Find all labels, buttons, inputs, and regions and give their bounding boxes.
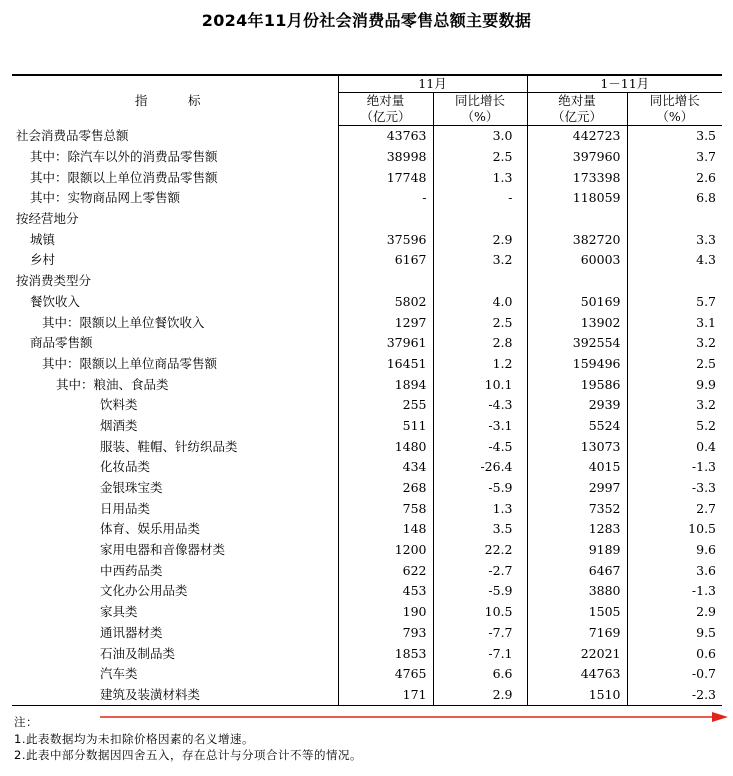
cell-ytd-abs: 22021 — [527, 643, 627, 664]
notes — [14, 714, 362, 764]
cell-ytd-yoy — [627, 271, 722, 292]
cell-month-yoy: 3.2 — [433, 250, 527, 271]
row-label: 金银珠宝类 — [100, 480, 163, 496]
cell-ytd-yoy: 3.5 — [627, 126, 722, 147]
cell-month-yoy: 22.2 — [433, 540, 527, 561]
cell-month-yoy: 2.9 — [433, 229, 527, 250]
cell-month-yoy: 10.5 — [433, 602, 527, 623]
row-label: 烟酒类 — [100, 417, 138, 433]
row-label: 建筑及装潢材料类 — [12, 685, 338, 706]
cell-month-yoy: - — [433, 188, 527, 209]
table-row — [12, 188, 722, 209]
cell-ytd-abs — [527, 209, 627, 230]
cell-month-yoy: 2.8 — [433, 333, 527, 354]
cell-ytd-yoy — [627, 209, 722, 230]
cell-month-yoy — [433, 271, 527, 292]
cell-ytd-abs: 7169 — [527, 623, 627, 644]
cell-month-yoy — [433, 209, 527, 230]
cell-ytd-abs: 397960 — [527, 147, 627, 168]
cell-month-abs: 171 — [338, 685, 433, 706]
cell-month-abs: 434 — [338, 457, 433, 478]
cell-month-abs: 511 — [338, 416, 433, 437]
cell-month-abs: 43763 — [338, 126, 433, 147]
cell-month-abs: - — [338, 188, 433, 209]
col-unit-ytd-abs: （亿元） — [527, 109, 627, 126]
cell-month-abs: 453 — [338, 581, 433, 602]
cell-ytd-abs: 1283 — [527, 519, 627, 540]
cell-month-yoy: 4.0 — [433, 292, 527, 313]
row-label: 日用品类 — [100, 500, 151, 516]
cell-ytd-abs: 13073 — [527, 436, 627, 457]
row-label: 按消费类型分 — [16, 273, 92, 289]
cell-ytd-yoy: 2.5 — [627, 354, 722, 375]
cell-month-abs: 17748 — [338, 167, 433, 188]
cell-month-yoy: 3.5 — [433, 519, 527, 540]
cell-ytd-yoy: 2.7 — [627, 498, 722, 519]
cell-ytd-abs: 173398 — [527, 167, 627, 188]
row-label: 家具类 — [100, 604, 138, 620]
table-row — [12, 354, 722, 375]
row-label: 通讯器材类 — [100, 624, 163, 640]
table-row — [12, 685, 722, 706]
col-unit-ytd-yoy: （%） — [627, 109, 722, 126]
cell-ytd-yoy: 6.8 — [627, 188, 722, 209]
cell-ytd-abs: 44763 — [527, 664, 627, 685]
table-row — [12, 457, 722, 478]
note-item: 1.此表数据均为未扣除价格因素的名义增速。 — [14, 731, 254, 746]
cell-month-abs: 1853 — [338, 643, 433, 664]
cell-month-abs: 37961 — [338, 333, 433, 354]
note-item: 2.此表中部分数据因四舍五入，存在总计与分项合计不等的情况。 — [14, 748, 362, 762]
row-label: 中西药品类 — [100, 562, 163, 578]
row-label: 文化办公用品类 — [100, 583, 188, 599]
cell-month-yoy: 2.5 — [433, 147, 527, 168]
cell-ytd-abs: 19586 — [527, 374, 627, 395]
cell-ytd-abs: 60003 — [527, 250, 627, 271]
cell-month-yoy: 1.2 — [433, 354, 527, 375]
cell-month-abs: 1894 — [338, 374, 433, 395]
col-header-month-abs: 绝对量 — [338, 93, 433, 110]
cell-ytd-abs: 3880 — [527, 581, 627, 602]
cell-ytd-yoy: 3.2 — [627, 333, 722, 354]
cell-month-yoy: 1.3 — [433, 498, 527, 519]
row-label: 其中：限额以上单位消费品零售额 — [30, 169, 218, 185]
indicator-header: 指 标 — [12, 75, 338, 126]
table-row — [12, 271, 722, 292]
table-row — [12, 519, 722, 540]
cell-ytd-yoy: 9.9 — [627, 374, 722, 395]
cell-ytd-abs: 1510 — [527, 685, 627, 706]
cell-month-yoy: -2.7 — [433, 560, 527, 581]
row-label: 化妆品类 — [100, 459, 151, 475]
group-header-month: 11月 — [338, 75, 527, 93]
header-row-1 — [12, 75, 722, 93]
cell-ytd-abs: 2997 — [527, 478, 627, 499]
cell-ytd-yoy: 4.3 — [627, 250, 722, 271]
table-row — [12, 581, 722, 602]
table-row — [12, 250, 722, 271]
table-row — [12, 312, 722, 333]
table-row — [12, 478, 722, 499]
cell-ytd-yoy: -1.3 — [627, 581, 722, 602]
table-row — [12, 540, 722, 561]
table-row — [12, 664, 722, 685]
cell-month-abs — [338, 271, 433, 292]
row-label: 其中：限额以上单位餐饮收入 — [42, 314, 205, 330]
table-row — [12, 498, 722, 519]
cell-ytd-yoy: -3.3 — [627, 478, 722, 499]
col-header-ytd-abs: 绝对量 — [527, 93, 627, 110]
cell-month-yoy: 10.1 — [433, 374, 527, 395]
col-header-month-yoy: 同比增长 — [433, 93, 527, 110]
table-row — [12, 395, 722, 416]
table-row — [12, 209, 722, 230]
cell-ytd-yoy: 3.3 — [627, 229, 722, 250]
row-label: 石油及制品类 — [100, 645, 176, 661]
cell-ytd-yoy: 0.4 — [627, 436, 722, 457]
table-row — [12, 292, 722, 313]
cell-month-abs: 148 — [338, 519, 433, 540]
table-row — [12, 147, 722, 168]
col-unit-month-yoy: （%） — [433, 109, 527, 126]
cell-ytd-yoy: 3.1 — [627, 312, 722, 333]
cell-ytd-yoy: -1.3 — [627, 457, 722, 478]
row-label: 其中：实物商品网上零售额 — [30, 190, 181, 206]
cell-month-yoy: 1.3 — [433, 167, 527, 188]
row-label: 社会消费品零售总额 — [16, 128, 129, 144]
cell-ytd-abs: 2939 — [527, 395, 627, 416]
row-label: 其中：限额以上单位商品零售额 — [42, 355, 218, 371]
cell-month-abs: 16451 — [338, 354, 433, 375]
cell-month-abs: 255 — [338, 395, 433, 416]
cell-month-yoy: -4.3 — [433, 395, 527, 416]
table-row — [12, 560, 722, 581]
cell-ytd-yoy: 10.5 — [627, 519, 722, 540]
cell-ytd-abs: 7352 — [527, 498, 627, 519]
cell-month-abs: 5802 — [338, 292, 433, 313]
col-header-ytd-yoy: 同比增长 — [627, 93, 722, 110]
cell-month-abs: 37596 — [338, 229, 433, 250]
table-row — [12, 167, 722, 188]
table-row — [12, 643, 722, 664]
cell-ytd-yoy: -0.7 — [627, 664, 722, 685]
data-table — [12, 74, 722, 706]
cell-month-abs: 38998 — [338, 147, 433, 168]
table-row — [12, 229, 722, 250]
cell-month-yoy: -5.9 — [433, 478, 527, 499]
cell-ytd-abs — [527, 271, 627, 292]
row-label: 其中：粮油、食品类 — [56, 376, 169, 392]
cell-ytd-yoy: 3.7 — [627, 147, 722, 168]
cell-month-abs: 758 — [338, 498, 433, 519]
row-label: 餐饮收入 — [30, 293, 81, 309]
cell-ytd-yoy: 5.2 — [627, 416, 722, 437]
group-header-ytd: 1－11月 — [527, 75, 722, 93]
cell-ytd-abs: 118059 — [527, 188, 627, 209]
cell-month-abs: 268 — [338, 478, 433, 499]
cell-ytd-yoy: 3.6 — [627, 560, 722, 581]
cell-ytd-yoy: 2.6 — [627, 167, 722, 188]
cell-ytd-yoy: 0.6 — [627, 643, 722, 664]
cell-ytd-yoy: 2.9 — [627, 602, 722, 623]
page-title: 2024年11月份社会消费品零售总额主要数据 — [201, 11, 532, 30]
cell-ytd-yoy: 9.6 — [627, 540, 722, 561]
table-row — [12, 374, 722, 395]
cell-ytd-abs: 5524 — [527, 416, 627, 437]
table-row — [12, 126, 722, 147]
col-unit-month-abs: （亿元） — [338, 109, 433, 126]
cell-ytd-yoy: 5.7 — [627, 292, 722, 313]
cell-ytd-abs: 159496 — [527, 354, 627, 375]
row-label: 乡村 — [30, 252, 56, 268]
table-row — [12, 333, 722, 354]
row-label: 城镇 — [30, 231, 56, 247]
row-label: 汽车类 — [100, 666, 138, 682]
cell-month-abs: 1480 — [338, 436, 433, 457]
row-label: 按经营地分 — [16, 211, 79, 227]
notes-heading: 注： — [14, 715, 38, 729]
cell-month-yoy: 3.0 — [433, 126, 527, 147]
cell-ytd-abs: 13902 — [527, 312, 627, 333]
cell-ytd-abs: 4015 — [527, 457, 627, 478]
table-row — [12, 436, 722, 457]
cell-month-yoy: -26.4 — [433, 457, 527, 478]
cell-month-abs: 190 — [338, 602, 433, 623]
cell-month-abs: 1297 — [338, 312, 433, 333]
row-label: 其中：除汽车以外的消费品零售额 — [30, 149, 218, 165]
cell-ytd-abs: 442723 — [527, 126, 627, 147]
cell-ytd-yoy: 3.2 — [627, 395, 722, 416]
cell-month-yoy: -4.5 — [433, 436, 527, 457]
cell-month-yoy: -5.9 — [433, 581, 527, 602]
cell-ytd-abs: 50169 — [527, 292, 627, 313]
cell-month-yoy: 6.6 — [433, 664, 527, 685]
cell-month-yoy: 2.5 — [433, 312, 527, 333]
row-label: 家用电器和音像器材类 — [100, 542, 226, 558]
cell-month-yoy: -7.1 — [433, 643, 527, 664]
row-label: 饮料类 — [100, 397, 138, 413]
cell-month-yoy: -7.7 — [433, 623, 527, 644]
cell-month-abs — [338, 209, 433, 230]
cell-month-abs: 793 — [338, 623, 433, 644]
cell-ytd-yoy: -2.3 — [627, 685, 722, 706]
table-row — [12, 602, 722, 623]
cell-ytd-abs: 9189 — [527, 540, 627, 561]
cell-ytd-abs: 1505 — [527, 602, 627, 623]
cell-month-abs: 622 — [338, 560, 433, 581]
cell-ytd-abs: 382720 — [527, 229, 627, 250]
cell-ytd-abs: 392554 — [527, 333, 627, 354]
cell-month-yoy: 2.9 — [433, 685, 527, 706]
table-row — [12, 623, 722, 644]
cell-month-abs: 4765 — [338, 664, 433, 685]
cell-month-abs: 1200 — [338, 540, 433, 561]
cell-month-yoy: -3.1 — [433, 416, 527, 437]
row-label: 商品零售额 — [30, 335, 93, 351]
cell-ytd-yoy: 9.5 — [627, 623, 722, 644]
row-label: 体育、娱乐用品类 — [100, 521, 201, 537]
table-body — [12, 126, 722, 706]
cell-month-abs: 6167 — [338, 250, 433, 271]
row-label: 服装、鞋帽、针纺织品类 — [100, 438, 238, 454]
table-row — [12, 416, 722, 437]
cell-ytd-abs: 6467 — [527, 560, 627, 581]
